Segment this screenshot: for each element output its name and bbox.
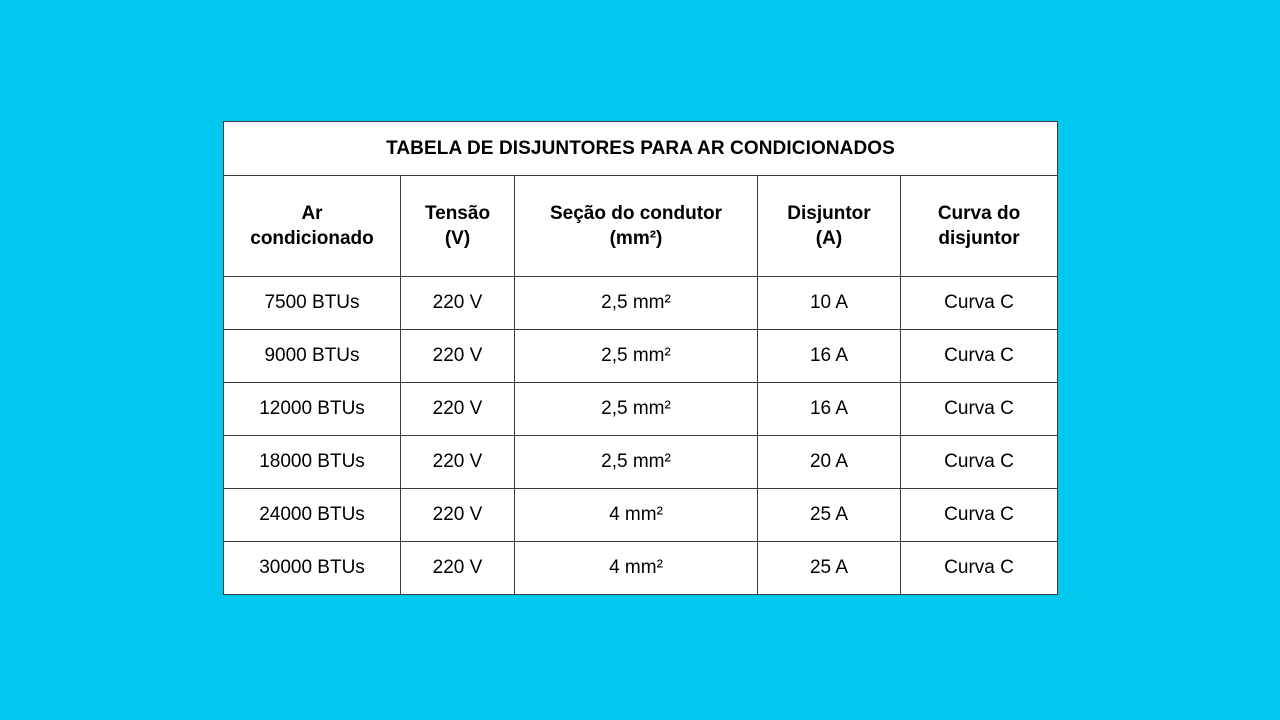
cell-voltage: 220 V [401, 542, 515, 595]
cell-curve: Curva C [901, 436, 1058, 489]
cell-voltage: 220 V [401, 436, 515, 489]
header-breaker-curve [901, 176, 1058, 277]
cell-breaker: 25 A [758, 489, 901, 542]
cell-voltage: 220 V [401, 383, 515, 436]
header-breaker [758, 176, 901, 277]
header-label: Tensão (V) [424, 203, 491, 249]
cell-curve: Curva C [901, 330, 1058, 383]
table-row [224, 489, 1058, 542]
table-title: TABELA DE DISJUNTORES PARA AR CONDICIONADOS [224, 122, 1058, 176]
cell-btu: 12000 BTUs [224, 383, 401, 436]
header-air-conditioner [224, 176, 401, 277]
header-label: Ar condicionado [250, 203, 374, 249]
table-row [224, 436, 1058, 489]
table-row [224, 383, 1058, 436]
breaker-table [223, 121, 1058, 595]
cell-conductor: 2,5 mm² [515, 383, 758, 436]
cell-btu: 9000 BTUs [224, 330, 401, 383]
header-label: Seção do condutor (mm²) [549, 203, 723, 249]
cell-breaker: 20 A [758, 436, 901, 489]
cell-breaker: 16 A [758, 330, 901, 383]
cell-breaker: 25 A [758, 542, 901, 595]
cell-btu: 18000 BTUs [224, 436, 401, 489]
header-label: Disjuntor (A) [787, 203, 871, 249]
cell-conductor: 2,5 mm² [515, 436, 758, 489]
cell-curve: Curva C [901, 489, 1058, 542]
cell-curve: Curva C [901, 277, 1058, 330]
cell-voltage: 220 V [401, 330, 515, 383]
header-row [224, 176, 1058, 277]
cell-conductor: 4 mm² [515, 542, 758, 595]
cell-btu: 30000 BTUs [224, 542, 401, 595]
cell-btu: 7500 BTUs [224, 277, 401, 330]
cell-conductor: 2,5 mm² [515, 277, 758, 330]
cell-btu: 24000 BTUs [224, 489, 401, 542]
cell-breaker: 16 A [758, 383, 901, 436]
header-voltage [401, 176, 515, 277]
cell-breaker: 10 A [758, 277, 901, 330]
title-row [224, 122, 1058, 176]
table-row [224, 330, 1058, 383]
header-label: Curva do disjuntor [937, 203, 1021, 249]
cell-curve: Curva C [901, 542, 1058, 595]
table-row [224, 542, 1058, 595]
header-conductor-section [515, 176, 758, 277]
cell-voltage: 220 V [401, 277, 515, 330]
table-row [224, 277, 1058, 330]
cell-curve: Curva C [901, 383, 1058, 436]
cell-voltage: 220 V [401, 489, 515, 542]
cell-conductor: 2,5 mm² [515, 330, 758, 383]
cell-conductor: 4 mm² [515, 489, 758, 542]
